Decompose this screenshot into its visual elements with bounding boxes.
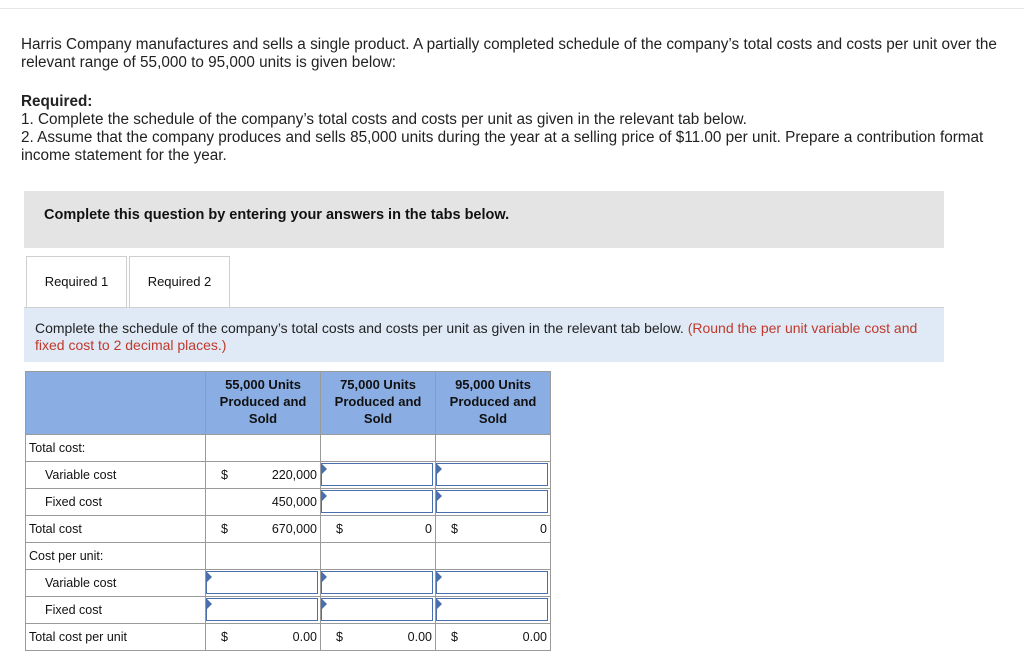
unit-fixed-75000-cell (321, 597, 436, 624)
top-divider (0, 8, 1024, 9)
unit-variable-95000-input[interactable] (436, 571, 548, 594)
required-item-1: 1. Complete the schedule of the company’s total costs and costs per unit as given in the relevant tab below. (21, 111, 747, 128)
empty-cell (321, 435, 436, 462)
fixed-cost-75000-input[interactable] (321, 490, 433, 513)
unit-variable-75000-cell (321, 570, 436, 597)
dollar-sign: $ (336, 630, 343, 644)
total-cost-per-unit-95000 (436, 624, 551, 651)
instructions-banner (24, 191, 944, 248)
header-75000: 75,000 Units Produced and Sold (321, 372, 436, 435)
value: 450,000 (271, 495, 317, 509)
row-label-cost-per-unit-section: Cost per unit: (26, 543, 206, 570)
unit-variable-55000-input[interactable] (206, 571, 318, 594)
total-cost-95000 (436, 516, 551, 543)
empty-cell (436, 543, 551, 570)
table-header-row (26, 372, 551, 435)
fixed-cost-55000 (206, 489, 321, 516)
total-cost-per-unit-55000 (206, 624, 321, 651)
table-row (26, 516, 551, 543)
variable-cost-95000-input[interactable] (436, 463, 548, 486)
fixed-cost-95000-input[interactable] (436, 490, 548, 513)
value: 0.00 (292, 630, 317, 644)
variable-cost-95000-cell (436, 462, 551, 489)
row-label-total-cost: Total cost (26, 516, 206, 543)
unit-variable-75000-input[interactable] (321, 571, 433, 594)
tab-required-2[interactable]: Required 2 (129, 256, 230, 308)
required-list (21, 111, 1016, 165)
variable-cost-75000-input[interactable] (321, 463, 433, 486)
tab-required-1[interactable]: Required 1 (26, 256, 127, 308)
value: 670,000 (271, 522, 317, 536)
dollar-sign: $ (221, 522, 228, 536)
unit-fixed-55000-input[interactable] (206, 598, 318, 621)
dollar-sign: $ (451, 522, 458, 536)
table-row (26, 597, 551, 624)
table-row (26, 543, 551, 570)
unit-fixed-95000-cell (436, 597, 551, 624)
table-row (26, 624, 551, 651)
empty-cell (436, 435, 551, 462)
cost-schedule-table (25, 371, 551, 651)
row-label-unit-fixed-cost: Fixed cost (26, 597, 206, 624)
empty-cell (321, 543, 436, 570)
fixed-cost-75000-cell (321, 489, 436, 516)
total-cost-75000 (321, 516, 436, 543)
unit-fixed-75000-input[interactable] (321, 598, 433, 621)
total-cost-per-unit-75000 (321, 624, 436, 651)
table-row (26, 570, 551, 597)
unit-fixed-55000-cell (206, 597, 321, 624)
value: 220,000 (271, 468, 317, 482)
tab-instruction (35, 320, 940, 354)
problem-intro: Harris Company manufactures and sells a single product. A partially completed schedule of the company’s total costs and costs per unit over the relevant range of 55,000 to 95,000 units is given below: (21, 36, 997, 71)
empty-cell (206, 543, 321, 570)
required-item-2: 2. Assume that the company produces and sells 85,000 units during the year at a selling price of $11.00 per unit. Prepare a contribution format income statement for the year. (21, 129, 984, 164)
variable-cost-55000 (206, 462, 321, 489)
dollar-sign: $ (221, 468, 228, 482)
unit-variable-95000-cell (436, 570, 551, 597)
fixed-cost-95000-cell (436, 489, 551, 516)
row-label-unit-variable-cost: Variable cost (26, 570, 206, 597)
unit-variable-55000-cell (206, 570, 321, 597)
rounding-note: (Round the per unit variable cost and fixed cost to 2 decimal places.) (35, 320, 918, 353)
banner-text: Complete this question by entering your answers in the tabs below. (44, 207, 510, 223)
row-label-variable-cost: Variable cost (26, 462, 206, 489)
dollar-sign: $ (451, 630, 458, 644)
value: 0 (425, 522, 432, 536)
row-label-total-cost-section: Total cost: (26, 435, 206, 462)
header-blank (26, 372, 206, 435)
value: 0.00 (407, 630, 432, 644)
total-cost-55000 (206, 516, 321, 543)
dollar-sign: $ (221, 630, 228, 644)
table-row (26, 435, 551, 462)
instruction-text: Complete the schedule of the company’s total costs and costs per unit as given in the relevant tab below. (35, 320, 684, 336)
variable-cost-75000-cell (321, 462, 436, 489)
header-55000: 55,000 Units Produced and Sold (206, 372, 321, 435)
required-heading: Required: (21, 93, 93, 110)
dollar-sign: $ (336, 522, 343, 536)
value: 0.00 (522, 630, 547, 644)
row-label-fixed-cost: Fixed cost (26, 489, 206, 516)
table-row (26, 489, 551, 516)
row-label-total-cost-per-unit: Total cost per unit (26, 624, 206, 651)
table-row (26, 462, 551, 489)
empty-cell (206, 435, 321, 462)
value: 0 (540, 522, 547, 536)
tab-instruction-box (24, 308, 944, 362)
header-95000: 95,000 Units Produced and Sold (436, 372, 551, 435)
unit-fixed-95000-input[interactable] (436, 598, 548, 621)
